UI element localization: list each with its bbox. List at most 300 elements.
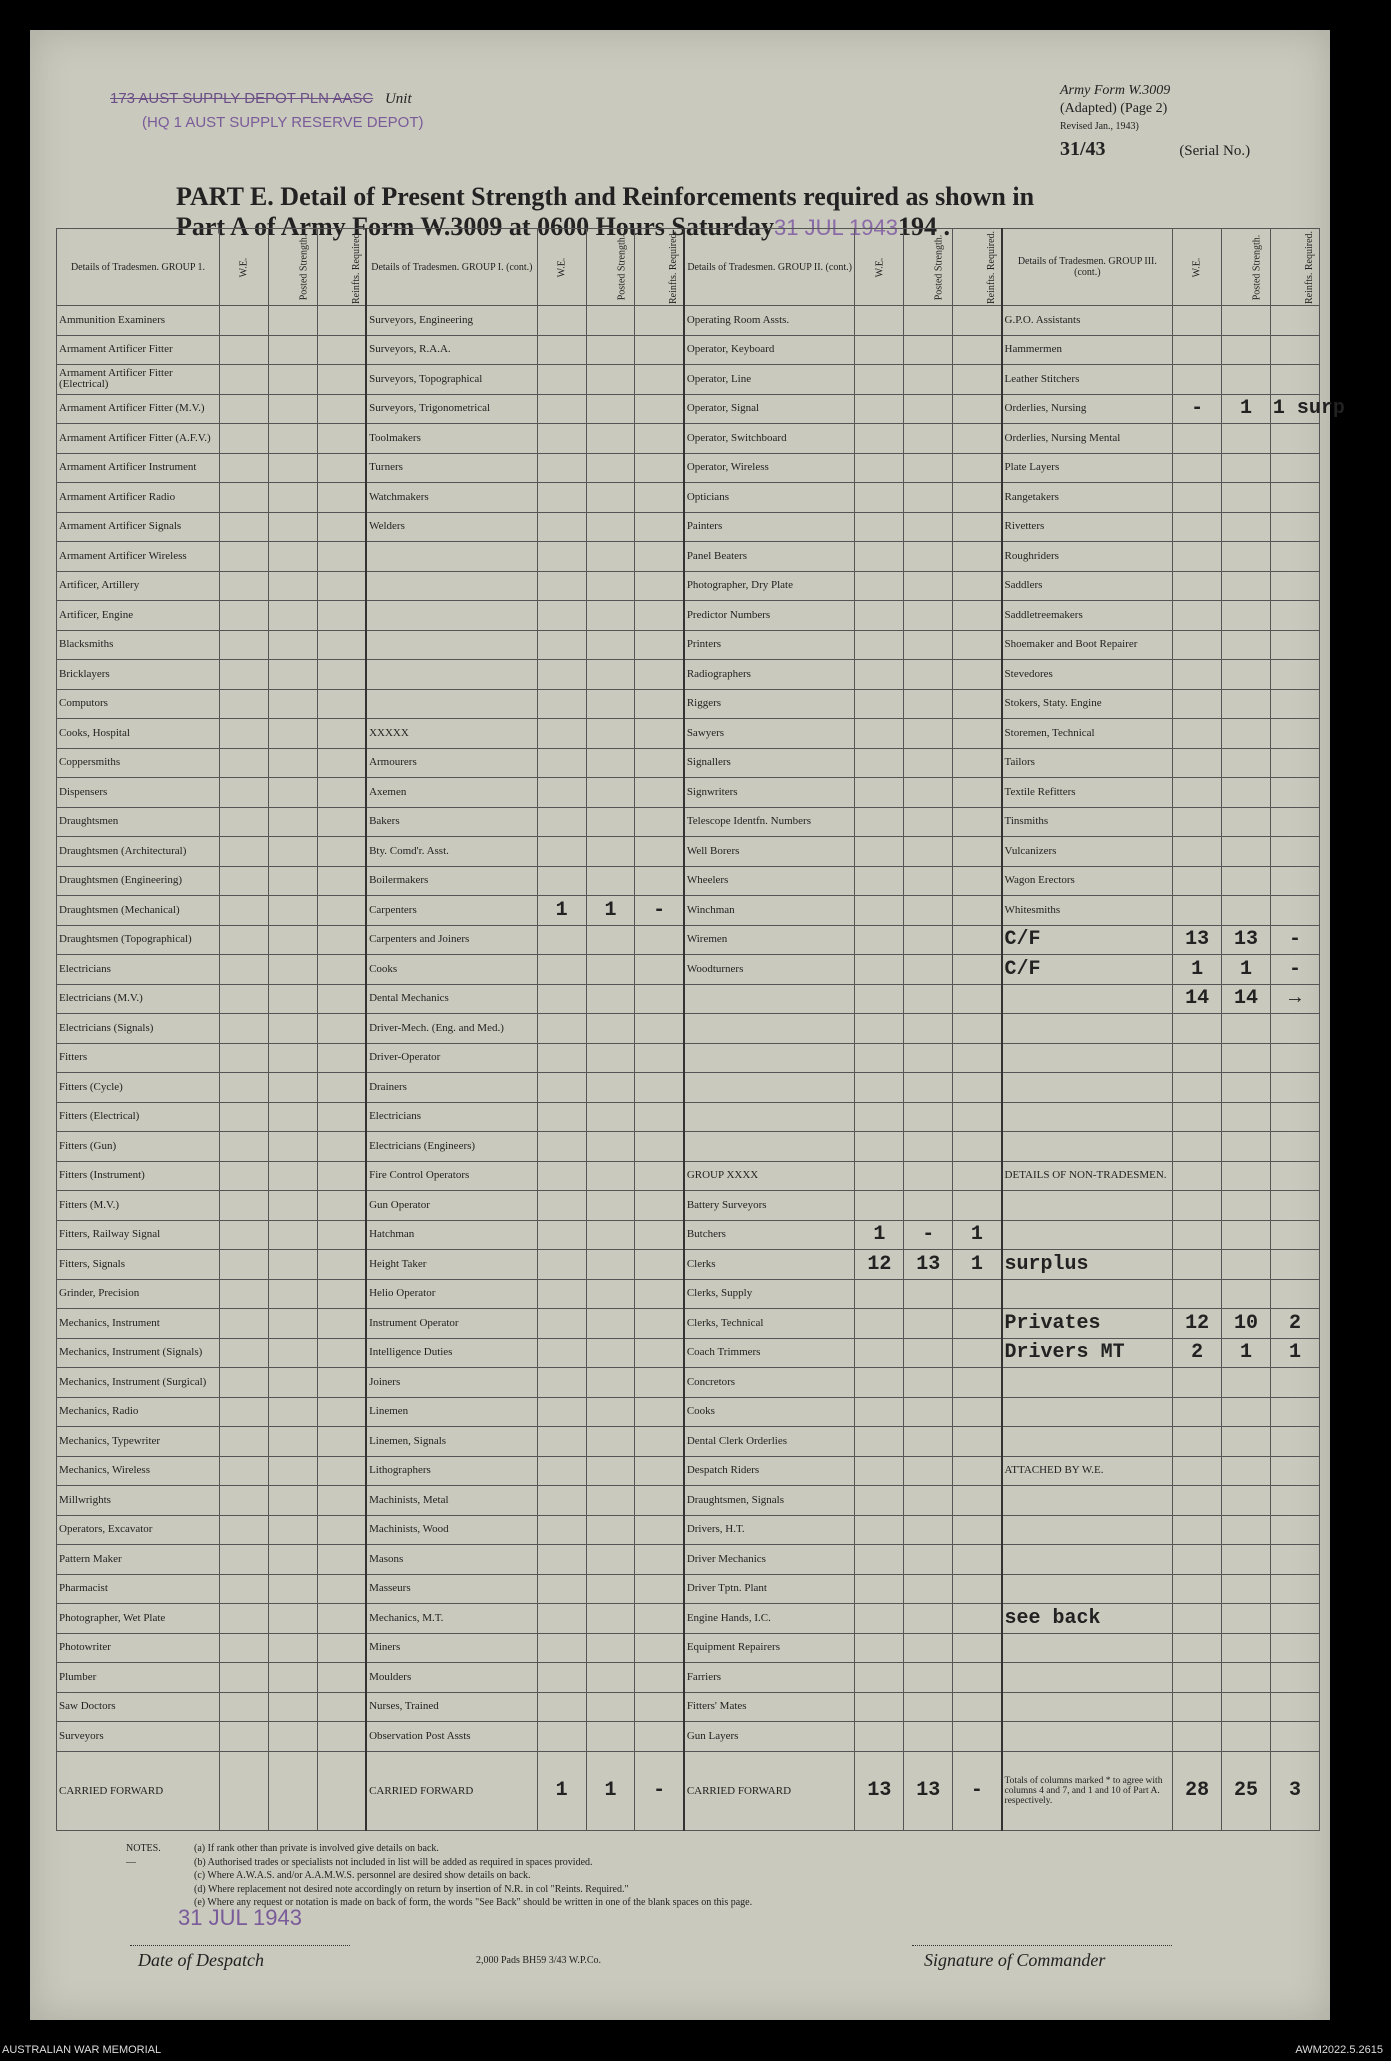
cell-we [219, 1663, 268, 1693]
cell-rr [1270, 807, 1319, 837]
trade-label: Surveyors [57, 1722, 220, 1752]
form-name: Army Form W.3009 [1060, 83, 1171, 98]
cell-we [1173, 1220, 1222, 1250]
trade-label: Miners [366, 1633, 537, 1663]
cell-ps [1222, 1397, 1271, 1427]
cell-we [537, 365, 586, 395]
cell-ps [586, 1014, 635, 1044]
col-posted: Posted Strength. [586, 229, 635, 306]
cell-we [855, 837, 904, 867]
cell-rr [317, 1014, 366, 1044]
cell-we [855, 1486, 904, 1516]
cell-we [219, 719, 268, 749]
cell-we [219, 837, 268, 867]
cell-we [1173, 1515, 1222, 1545]
cell-we [219, 1220, 268, 1250]
cell-ps [904, 1456, 953, 1486]
cell-rr [635, 778, 684, 808]
cell-ps [586, 1073, 635, 1103]
trade-label: Carpenters and Joiners [366, 925, 537, 955]
cell-we [1173, 807, 1222, 837]
cell-ps [586, 1191, 635, 1221]
cell-we [1173, 1132, 1222, 1162]
despatch-date-stamp: 31 JUL 1943 [178, 1905, 302, 1930]
cell-ps [904, 778, 953, 808]
table-row [57, 424, 1320, 454]
cell-rr [317, 807, 366, 837]
cell-we: 14 [1173, 984, 1222, 1014]
trade-label: Observation Post Assts [366, 1722, 537, 1752]
cell-ps [1222, 778, 1271, 808]
cell-rr [1270, 1043, 1319, 1073]
cell-we: 1 [855, 1220, 904, 1250]
cell-rr [953, 365, 1002, 395]
cell-rr [953, 1132, 1002, 1162]
cell-we: - [1173, 394, 1222, 424]
cell-rr [1270, 483, 1319, 513]
cell-rr [953, 837, 1002, 867]
cell-rr [635, 542, 684, 572]
cell-rr [1270, 1545, 1319, 1575]
cell-we [537, 719, 586, 749]
note-item: (d) Where replacement not desired note accordingly on return by insertion of N.R. in col "Reints. Required." [194, 1883, 629, 1895]
cell-we [855, 542, 904, 572]
cell-rr [317, 306, 366, 336]
cell-rr [317, 1545, 366, 1575]
trade-label: Battery Surveyors [684, 1191, 855, 1221]
cell-rr [635, 483, 684, 513]
trade-label: Printers [684, 630, 855, 660]
cell-rr [635, 453, 684, 483]
cell-ps [1222, 1545, 1271, 1575]
cell-ps [268, 660, 317, 690]
cell-we [219, 1250, 268, 1280]
trade-label: Storemen, Technical [1002, 719, 1173, 749]
cell-we [1173, 630, 1222, 660]
cell-we [1173, 571, 1222, 601]
cell-rr [953, 1486, 1002, 1516]
cell-we [855, 394, 904, 424]
trade-label: Fitters (Gun) [57, 1132, 220, 1162]
cell-rr [953, 896, 1002, 926]
cell-we [537, 1161, 586, 1191]
cell-ps [586, 630, 635, 660]
cf-g2c-we: 13 [855, 1751, 904, 1830]
cell-rr [953, 1014, 1002, 1044]
cell-ps [268, 1692, 317, 1722]
cell-rr [317, 1486, 366, 1516]
cell-rr [317, 424, 366, 454]
table-row [57, 394, 1320, 424]
cell-ps [1222, 542, 1271, 572]
trade-label: Armament Artificer Fitter (Electrical) [57, 365, 220, 395]
cell-we [219, 1515, 268, 1545]
cell-ps [268, 1309, 317, 1339]
trade-label: Photographer, Dry Plate [684, 571, 855, 601]
cell-ps [586, 1102, 635, 1132]
cell-we [537, 424, 586, 454]
cell-we [855, 1722, 904, 1752]
trade-label: Draughtsmen (Architectural) [57, 837, 220, 867]
cell-rr [1270, 748, 1319, 778]
cell-we [537, 1456, 586, 1486]
cell-we [855, 1102, 904, 1132]
trade-label: surplus [1002, 1250, 1173, 1280]
cell-ps [904, 660, 953, 690]
cell-ps [268, 1014, 317, 1044]
cell-we [219, 571, 268, 601]
trade-label: Orderlies, Nursing [1002, 394, 1173, 424]
cell-we [537, 1368, 586, 1398]
cell-rr [953, 778, 1002, 808]
trade-label [684, 1073, 855, 1103]
table-row [57, 1604, 1320, 1634]
cell-we [855, 1604, 904, 1634]
cf-g1c-posted: 1 [586, 1751, 635, 1830]
cell-we [1173, 1043, 1222, 1073]
trade-label: Hammermen [1002, 335, 1173, 365]
cell-ps [268, 1043, 317, 1073]
trade-label [1002, 1279, 1173, 1309]
cell-we: 12 [855, 1250, 904, 1280]
trade-label [366, 542, 537, 572]
trade-label: Fitters (Cycle) [57, 1073, 220, 1103]
cell-ps [1222, 837, 1271, 867]
cell-ps [586, 984, 635, 1014]
table-row [57, 512, 1320, 542]
cell-rr [1270, 1397, 1319, 1427]
cell-ps [586, 1279, 635, 1309]
cell-rr [1270, 896, 1319, 926]
table-row [57, 1191, 1320, 1221]
trade-label: Tinsmiths [1002, 807, 1173, 837]
cell-ps [904, 306, 953, 336]
cell-we [219, 1604, 268, 1634]
cell-we [219, 1043, 268, 1073]
trade-label: Electricians (Engineers) [366, 1132, 537, 1162]
cell-we: 13 [1173, 925, 1222, 955]
cell-rr [635, 1161, 684, 1191]
cell-we [537, 955, 586, 985]
cell-rr [1270, 1220, 1319, 1250]
cell-ps [586, 1250, 635, 1280]
trade-label: Armament Artificer Instrument [57, 453, 220, 483]
cell-ps [586, 719, 635, 749]
cell-we [855, 424, 904, 454]
cell-ps [586, 866, 635, 896]
cell-ps [586, 660, 635, 690]
cell-rr [953, 955, 1002, 985]
cell-rr [1270, 719, 1319, 749]
cell-ps [1222, 1427, 1271, 1457]
cell-ps [904, 1014, 953, 1044]
trade-label [366, 630, 537, 660]
trade-label: Cooks, Hospital [57, 719, 220, 749]
cell-ps [586, 1427, 635, 1457]
cell-rr [1270, 1427, 1319, 1457]
cell-rr [1270, 1073, 1319, 1103]
trade-label: Wagon Erectors [1002, 866, 1173, 896]
col-we: W.E. [537, 229, 586, 306]
trade-label: see back [1002, 1604, 1173, 1634]
cell-we [1173, 1545, 1222, 1575]
cell-rr [953, 424, 1002, 454]
cell-rr [635, 1486, 684, 1516]
cell-we [537, 1014, 586, 1044]
cell-we [855, 1132, 904, 1162]
col-group1-cont: Details of Tradesmen. GROUP I. (cont.) [366, 229, 537, 306]
cell-we [855, 1427, 904, 1457]
cell-we [537, 483, 586, 513]
cell-ps [268, 778, 317, 808]
cell-rr [317, 1338, 366, 1368]
cell-ps [1222, 365, 1271, 395]
cell-ps [904, 896, 953, 926]
trade-label: Coppersmiths [57, 748, 220, 778]
cell-we [219, 925, 268, 955]
cell-rr [1270, 542, 1319, 572]
trade-label: Draughtsmen (Topographical) [57, 925, 220, 955]
cell-we [855, 630, 904, 660]
cell-we [1173, 1397, 1222, 1427]
cell-we [219, 1574, 268, 1604]
cell-rr [317, 630, 366, 660]
cell-we [855, 335, 904, 365]
cf-g3-posted: 25 [1222, 1751, 1271, 1830]
table-row [57, 335, 1320, 365]
cf-g1c-we: 1 [537, 1751, 586, 1830]
cell-we [1173, 837, 1222, 867]
totals-note: Totals of columns marked * to agree with columns 4 and 7, and 1 and 10 of Part A. respectively. [1002, 1751, 1173, 1830]
trade-label: Toolmakers [366, 424, 537, 454]
cell-rr [1270, 1486, 1319, 1516]
cell-we [1173, 1250, 1222, 1280]
cell-ps [904, 601, 953, 631]
trade-label [1002, 1515, 1173, 1545]
table-row [57, 1692, 1320, 1722]
cell-we [855, 1574, 904, 1604]
cell-we [1173, 1427, 1222, 1457]
trade-label: Operators, Excavator [57, 1515, 220, 1545]
cell-we [537, 1279, 586, 1309]
cell-ps [904, 1427, 953, 1457]
cell-ps [268, 424, 317, 454]
cell-rr [317, 1692, 366, 1722]
trade-label: Clerks [684, 1250, 855, 1280]
trade-label: Sawyers [684, 719, 855, 749]
cell-ps: 1 [586, 896, 635, 926]
trade-label: Armament Artificer Radio [57, 483, 220, 513]
cell-we [1173, 1014, 1222, 1044]
cell-rr [953, 571, 1002, 601]
cell-rr [317, 542, 366, 572]
col-reinfts: Reinfts. Required. [635, 229, 684, 306]
cell-we [855, 601, 904, 631]
cell-rr [317, 1368, 366, 1398]
trade-label: Vulcanizers [1002, 837, 1173, 867]
cell-we [537, 837, 586, 867]
cell-ps [1222, 689, 1271, 719]
trade-label: Surveyors, Trigonometrical [366, 394, 537, 424]
cell-rr [635, 748, 684, 778]
trade-label [1002, 1427, 1173, 1457]
cell-rr [635, 807, 684, 837]
trade-label: Privates [1002, 1309, 1173, 1339]
cell-ps [268, 1486, 317, 1516]
trade-label: Mechanics, Instrument [57, 1309, 220, 1339]
trade-label: Despatch Riders [684, 1456, 855, 1486]
cell-we [219, 453, 268, 483]
form-revised: Revised Jan., 1943) [1060, 121, 1139, 132]
trade-label: Equipment Repairers [684, 1633, 855, 1663]
cell-rr [953, 601, 1002, 631]
cell-we [537, 453, 586, 483]
form-adapted: (Adapted) (Page 2) [1060, 101, 1168, 116]
cell-ps [268, 925, 317, 955]
cell-ps [904, 1102, 953, 1132]
trade-label: Rangetakers [1002, 483, 1173, 513]
cf-g1-posted [268, 1751, 317, 1830]
cell-we [855, 1338, 904, 1368]
trade-label: Concretors [684, 1368, 855, 1398]
cell-rr [1270, 1456, 1319, 1486]
cell-we [537, 335, 586, 365]
cell-rr [635, 1456, 684, 1486]
cell-ps [268, 1456, 317, 1486]
cell-ps [904, 1073, 953, 1103]
trade-label: Stevedores [1002, 660, 1173, 690]
signature-line [912, 1945, 1172, 1946]
trade-label: Welders [366, 512, 537, 542]
cell-rr [1270, 866, 1319, 896]
cell-rr [953, 866, 1002, 896]
cell-rr [1270, 1515, 1319, 1545]
trade-label: Orderlies, Nursing Mental [1002, 424, 1173, 454]
cell-rr [317, 1574, 366, 1604]
cell-rr [317, 1073, 366, 1103]
cell-ps [586, 807, 635, 837]
cell-rr [1270, 660, 1319, 690]
cell-ps [268, 955, 317, 985]
cell-ps [904, 1397, 953, 1427]
trade-label: Electricians (Signals) [57, 1014, 220, 1044]
table-row [57, 630, 1320, 660]
cell-we [537, 1250, 586, 1280]
trade-label: Whitesmiths [1002, 896, 1173, 926]
cell-ps [904, 1722, 953, 1752]
trade-label: Moulders [366, 1663, 537, 1693]
cell-rr [317, 748, 366, 778]
cell-we [219, 365, 268, 395]
cell-we [537, 1545, 586, 1575]
cell-we [537, 866, 586, 896]
cell-rr [953, 984, 1002, 1014]
cell-ps [904, 807, 953, 837]
cell-rr [953, 1692, 1002, 1722]
cell-rr [953, 1633, 1002, 1663]
cell-we [855, 306, 904, 336]
cell-we [1173, 1161, 1222, 1191]
cell-rr: - [1270, 955, 1319, 985]
cell-rr [953, 1043, 1002, 1073]
cell-rr [317, 483, 366, 513]
cf-g2c-posted: 13 [904, 1751, 953, 1830]
cell-we [855, 866, 904, 896]
cell-rr [953, 483, 1002, 513]
cell-we [1173, 748, 1222, 778]
cell-rr [635, 1545, 684, 1575]
cell-rr [635, 660, 684, 690]
col-we: W.E. [855, 229, 904, 306]
cell-ps [586, 1132, 635, 1162]
cell-rr [1270, 1633, 1319, 1663]
cell-ps [904, 1338, 953, 1368]
cell-rr [1270, 1722, 1319, 1752]
cell-rr [635, 512, 684, 542]
trade-label [1002, 1574, 1173, 1604]
trade-label: Gun Layers [684, 1722, 855, 1752]
cell-ps [268, 483, 317, 513]
cell-ps: 1 [1222, 955, 1271, 985]
title-line-2-text: Part A of Army Form W.3009 at 0600 Hours Saturday [176, 212, 774, 241]
table-row [57, 984, 1320, 1014]
cell-rr [1270, 571, 1319, 601]
trade-label: Watchmakers [366, 483, 537, 513]
signature-of-commander-label: Signature of Commander [924, 1950, 1106, 1970]
cell-we [1173, 1633, 1222, 1663]
cell-we [855, 807, 904, 837]
cell-we [537, 778, 586, 808]
cell-ps [268, 1427, 317, 1457]
unit-line [110, 90, 412, 108]
trade-label: Armourers [366, 748, 537, 778]
trade-label: Axemen [366, 778, 537, 808]
trade-label: Fire Control Operators [366, 1161, 537, 1191]
col-group1: Details of Tradesmen. GROUP 1. [57, 229, 220, 306]
cell-ps [1222, 483, 1271, 513]
trade-label: Plumber [57, 1663, 220, 1693]
cell-we [219, 1102, 268, 1132]
cell-ps [904, 394, 953, 424]
cell-rr [317, 394, 366, 424]
cell-ps: 14 [1222, 984, 1271, 1014]
cell-rr [1270, 778, 1319, 808]
cell-we [855, 984, 904, 1014]
table-row [57, 1545, 1320, 1575]
cell-rr [953, 1279, 1002, 1309]
cell-we [855, 1279, 904, 1309]
trade-label: Operator, Keyboard [684, 335, 855, 365]
note-item: (b) Authorised trades or specialists not included in list will be added as required in spaces provided. [194, 1856, 593, 1868]
cell-rr [953, 1073, 1002, 1103]
table-row [57, 1368, 1320, 1398]
archive-footer [0, 2040, 1391, 2061]
cell-we [855, 365, 904, 395]
cell-ps [1222, 1368, 1271, 1398]
cell-ps [268, 335, 317, 365]
cell-ps [586, 1604, 635, 1634]
trade-label: Fitters, Railway Signal [57, 1220, 220, 1250]
trade-label: Panel Beaters [684, 542, 855, 572]
cell-rr [635, 601, 684, 631]
cell-we [537, 1220, 586, 1250]
cell-rr [1270, 424, 1319, 454]
cell-ps [268, 1722, 317, 1752]
cell-we [537, 1574, 586, 1604]
cell-we [855, 955, 904, 985]
cell-rr: - [1270, 925, 1319, 955]
cell-rr [1270, 453, 1319, 483]
